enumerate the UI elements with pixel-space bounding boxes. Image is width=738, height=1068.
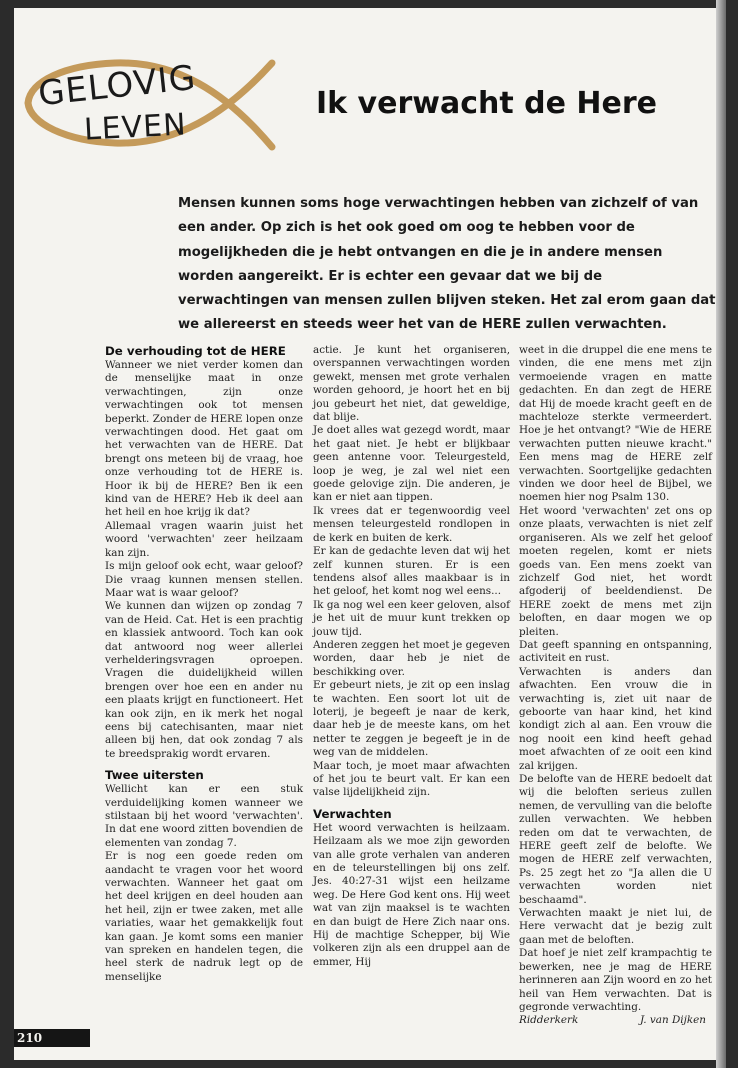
paragraph: Dat geeft spanning en ontspanning, activiteit en rust. bbox=[519, 638, 712, 665]
paragraph: Wanneer we niet verder komen dan de menselijke maat in onze verwachtingen, zijn onze verwachtingen ook tot mensen beperkt. Zonder de HERE lopen onze verwachtingen dood. Het gaat om het verwachten van de HERE. Dat brengt ons meteen bij de vraag, hoe onze verhouding tot de HERE is. Hoor ik bij de HERE? Ben ik een kind van de HERE? Heb ik deel aan het heil en hoe krijg ik dat? bbox=[105, 359, 303, 519]
section-heading: Twee uitersten bbox=[105, 768, 204, 783]
paragraph: Er is nog een goede reden om aandacht te vragen voor het woord verwachten. Wanneer het gaat om het deel krijgen en deel houden aan het heil, zijn er twee zaken, met alle variaties, waar het gemakkelijk fout kan gaan. Je komt soms een manier van spreken en handelen tegen, die heel sterk de nadruk legt op de menselijke bbox=[105, 850, 303, 983]
author-name: J. van Dijken bbox=[639, 1014, 706, 1027]
paragraph: Maar toch, je moet maar afwachten of het jou te beurt valt. Er kan een valse lijdelijkheid zijn. bbox=[313, 759, 510, 799]
text-column-1 bbox=[105, 344, 303, 984]
article-intro: Mensen kunnen soms hoge verwachtingen hebben van zichzelf of van een ander. Op zich is het ook goed om oog te hebben voor de mogelijkheden die je hebt ontvangen en die je in andere mensen worden aangereikt. Er is echter een gevaar dat we bij de verwachtingen van mensen zullen blijven steken. Het zal erom gaan dat we allereerst en steeds weer het van de HERE zullen verwachten. bbox=[178, 196, 716, 333]
text-column-3 bbox=[519, 344, 712, 1028]
page-number: 210 bbox=[14, 1029, 90, 1047]
paragraph: Het woord 'verwachten' zet ons op onze plaats, verwachten is niet zelf organiseren. Als we zelf het geloof moeten regelen, komt er niets goeds van. Een mens zoekt van zichzelf God niet, het wordt afgoderij of beeldendienst. De HERE zoekt de mens met zijn beloften, en daar mogen we op pleiten. bbox=[519, 504, 712, 638]
paragraph: Er kan de gedachte leven dat wij het zelf kunnen sturen. Er is een tendens alsof alles maakbaar is in het geloof, het komt nog wel eens... bbox=[313, 545, 510, 598]
paragraph: De belofte van de HERE bedoelt dat wij die beloften serieus zullen nemen, de vervulling van die belofte zullen verwachten. We hebben reden om dat te verwachten, de HERE geeft zelf de belofte. We mogen de HERE zelf verwachten, Ps. 25 zegt het zo "Ja allen die U verwachten worden niet beschaamd". bbox=[519, 773, 712, 906]
paragraph: Er gebeurt niets, je zit op een inslag te wachten. Een soort lot uit de loterij, je begeeft je naar de kerk, daar heb je de meeste kans, om het netter te zeggen je begeeft je in de weg van de middelen. bbox=[313, 679, 510, 759]
section-heading: Verwachten bbox=[313, 806, 392, 821]
section-heading: De verhouding tot de HERE bbox=[105, 344, 286, 358]
paragraph: Dat hoef je niet zelf krampachtig te bewerken, nee je mag de HERE herinneren aan Zijn woord en zo het heil van Hem verwachten. Dat is gegronde verwachting. bbox=[519, 947, 712, 1013]
paragraph: Ik vrees dat er tegenwoordig veel mensen teleurgesteld rondlopen in de kerk en buiten de kerk. bbox=[313, 504, 510, 544]
paragraph: Verwachten is anders dan afwachten. Een vrouw die in verwachting is, ziet uit naar de geboorte van haar kind, het kind kondigt zich al aan. Een vrouw die nog nooit een kind heeft gehad moet afwachten of ze ooit een kind zal krijgen. bbox=[519, 665, 712, 772]
text-column-2 bbox=[313, 344, 510, 969]
article-title: Ik verwacht de Here bbox=[316, 86, 658, 121]
paragraph: Wellicht kan er een stuk verduidelijking komen wanneer we stilstaan bij het woord 'verwachten'. In dat ene woord zitten bovendien de elementen van zondag 7. bbox=[105, 783, 303, 849]
paragraph: Ik ga nog wel een keer geloven, alsof je het uit de muur kunt trekken op jouw tijd. bbox=[313, 598, 510, 638]
page-edge-shadow bbox=[716, 0, 726, 1068]
paragraph: Je doet alles wat gezegd wordt, maar het gaat niet. Je hebt er blijkbaar geen antenne voor. Teleurgesteld, loop je weg, je zal wel niet een goede gelovige zijn. Die anderen, je kan er niet aan tippen. bbox=[313, 424, 510, 504]
paragraph: weet in die druppel die ene mens te vinden, die ene mens met zijn vermoeiende vragen en matte gedachten. En dan zegt de HERE dat Hij de moede kracht geeft en de machteloze sterkte vermeerdert. Hoe je het ontvangt? "Wie de HERE verwachten putten nieuwe kracht." Een mens mag de HERE zelf verwachten. Soortgelijke gedachten vinden we door heel de Bijbel, we noemen hier nog Psalm 130. bbox=[519, 344, 712, 504]
place-name: Ridderkerk bbox=[519, 1014, 579, 1027]
paragraph: Anderen zeggen het moet je gegeven worden, daar heb je niet de beschikking over. bbox=[313, 638, 510, 678]
paragraph: Is mijn geloof ook echt, waar geloof? Die vraag kunnen mensen stellen. Maar wat is waar geloof? bbox=[105, 560, 303, 599]
logo-word-bottom: LEVEN bbox=[83, 107, 188, 148]
logo-word-top: GELOVIG bbox=[36, 57, 199, 115]
paragraph: Verwachten maakt je niet lui, de Here verwacht dat je bezig zult gaan met de beloften. bbox=[519, 907, 712, 946]
paragraph: actie. Je kunt het organiseren, overspannen verwachtingen worden gewekt, mensen met grote verhalen worden gehoord, je hoort het en bij jou gebeurt het niet, dat geweldige, dat blije. bbox=[313, 344, 510, 424]
paragraph: We kunnen dan wijzen op zondag 7 van de Heid. Cat. Het is een prachtig en klassiek antwoord. Toch kan ook dat antwoord nog weer allerlei verhelderingsvragen oproepen. Vragen die duidelijkheid willen brengen over hoe een en ander nu een plaats krijgt en functioneert. Het kan ook zijn, en ik merk het nogal eens bij catechisanten, maar niet alleen bij hen, dat ook zondag 7 als te breedsprakig wordt ervaren. bbox=[105, 600, 303, 760]
paragraph: Het woord verwachten is heilzaam. Heilzaam als we moe zijn geworden van alle grote verhalen van anderen en de teleurstellingen bij ons zelf. Jes. 40:27-31 wijst een heilzame weg. De Here God kent ons. Hij weet wat van zijn maaksel is te wachten en dan buigt de Here Zich naar ons. Hij de machtige Schepper, bij Wie volkeren zijn als een druppel aan de emmer, Hij bbox=[313, 821, 510, 968]
signature-line bbox=[519, 1014, 712, 1027]
paragraph: Allemaal vragen waarin juist het woord 'verwachten' zeer heilzaam kan zijn. bbox=[105, 519, 303, 559]
